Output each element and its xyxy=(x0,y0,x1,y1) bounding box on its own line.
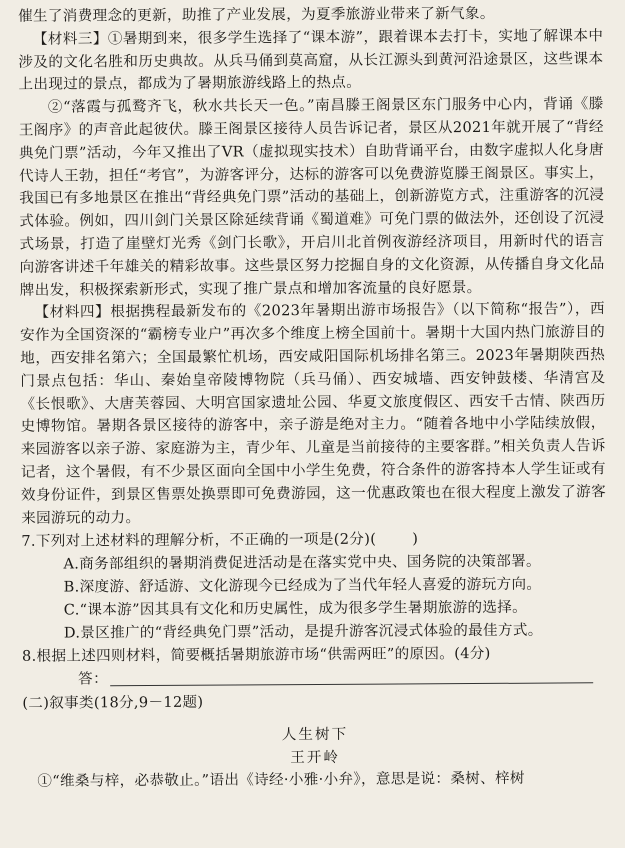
material-3-paragraph-1: 【材料三】①暑期到来，很多学生选择了“课本游”，跟着课本去打卡，实地了解课本中涉及的文化名胜和历史典故。从兵马俑到莫高窟，从长江源头到黄河沿途景区，这些课本上出现过的景点，都成为了暑期旅游线路上的热点。 xyxy=(18,25,603,97)
answer-blank-line[interactable] xyxy=(110,668,593,686)
answer-row xyxy=(22,665,607,691)
answer-label: 答： xyxy=(78,668,108,691)
material-4-paragraph: 【材料四】根据携程最新发布的《2023年暑期出游市场报告》（以下简称“报告”），西安作为全国资深的“霸榜专业户”再次多个维度上榜全国前十。暑期十大国内热门旅游目的地，西安排名第六；全国最繁忙机场，西安咸阳国际机场排名第三。2023年暑期陕西热门景点包括：华山、秦始皇帝陵博物院（兵马俑）、西安城墙、西安钟鼓楼、华清宫及《长恨歌》、大唐芙蓉园、大明宫国家遗址公园、华夏文旅度假区、西安千古情、陕西历史博物馆。暑期各景区接待的游客中，亲子游是绝对主力。“随着各地中小学陆续放假，来园游客以亲子游、家庭游为主，青少年、儿童是当前接待的主要客群。”相关负责人告诉记者，这个暑假，有不少景区面向全国中小学生免费，符合条件的游客持本人学生证或有效身份证件，到景区售票处换票即可免费游园，这一优惠政策也在很大程度上激发了游客来园游玩的动力。 xyxy=(20,299,606,531)
text-line-continuation: 催生了消费理念的更新，助推了产业发展，为夏季旅游业带来了新气象。 xyxy=(18,2,603,28)
option-a: A.商务部组织的暑期消费促进活动是在落实党中央、国务院的决策部署。 xyxy=(21,550,606,576)
question-8: 8.根据上述四则材料，简要概括暑期旅游市场“供需两旺”的原因。(4分) xyxy=(22,643,607,669)
option-c: C.“课本游”因其具有文化和历史属性，成为很多学生暑期旅游的选择。 xyxy=(22,596,607,622)
story-paragraph-1: ①“维桑与梓，必恭敬止。”语出《诗经·小雅·小弁》，意思是说：桑树、梓树 xyxy=(23,768,608,794)
option-b: B.深度游、舒适游、文化游现今已经成为了当代年轻人喜爱的游玩方向。 xyxy=(22,573,607,599)
story-author: 王开岭 xyxy=(23,745,608,771)
material-3-paragraph-2: ②“落霞与孤鹜齐飞，秋水共长天一色。”南昌滕王阁景区东门服务中心内，背诵《滕王阁序》的声音此起彼伏。滕王阁景区接待人员告诉记者，景区从2021年就开展了“背经典免门票”活动，今年又推出了VR（虚拟现实技术）自助背诵平台，由数字虚拟人化身唐代诗人王勃，担任“考官”，为游客评分，达标的游客可以免费游览滕王阁景区。事实上，我国已有多地景区在推出“背经典免门票”活动的基础上，创新游览方式，注重游客的沉浸式体验。例如，四川剑门关景区除延续背诵《蜀道难》可免门票的做法外，还创设了沉浸式场景，打造了崖壁灯光秀《剑门长歌》，开启川北首例夜游经济项目，用新时代的语言向游客讲述千年雄关的精彩故事。这些景区努力挖掘自身的文化资源，从传播自身文化品牌出发，积极探索新形式，实现了推广景点和增加客流量的良好愿景。 xyxy=(19,93,605,302)
section-heading: (二)叙事类(18分,9－12题) xyxy=(22,689,607,715)
question-7-close-paren: ) xyxy=(412,531,418,548)
question-7-stem: 7.下列对上述材料的理解分析，不正确的一项是(2分)( xyxy=(21,531,376,550)
option-d: D.景区推广的“背经典免门票”活动，是提升游客沉浸式体验的最佳方式。 xyxy=(22,619,607,645)
story-title: 人生树下 xyxy=(22,722,607,748)
